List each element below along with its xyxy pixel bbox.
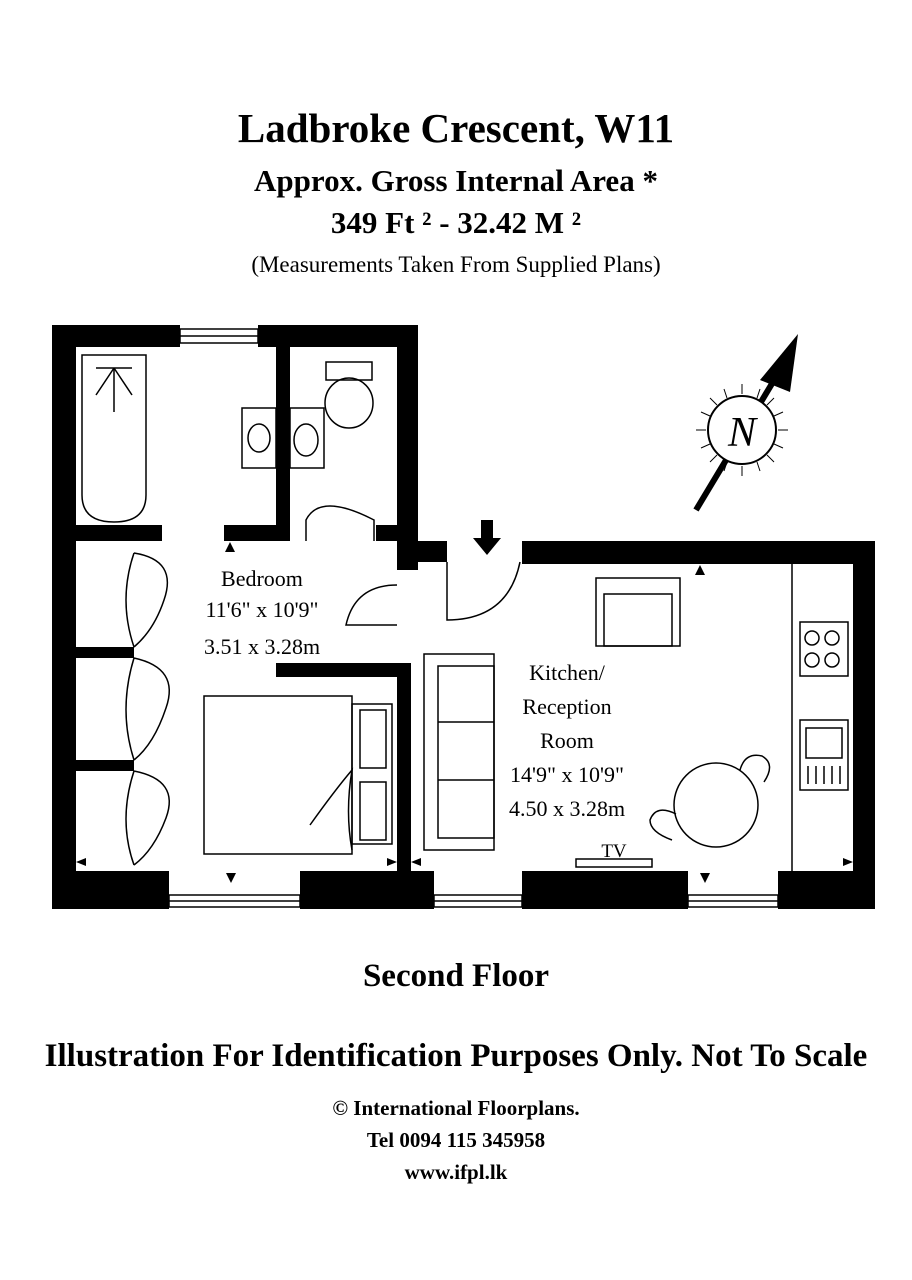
measurement-note: (Measurements Taken From Supplied Plans) <box>251 252 661 277</box>
bedroom-imperial: 11'6" x 10'9" <box>205 597 319 622</box>
plan-title: Ladbroke Crescent, W11 <box>237 105 675 151</box>
bedroom-name: Bedroom <box>221 566 303 591</box>
area-subtitle: Approx. Gross Internal Area * <box>254 163 658 198</box>
entrance-arrow-icon <box>473 520 501 555</box>
kitchen-imperial: 14'9" x 10'9" <box>510 762 624 787</box>
disclaimer: Illustration For Identification Purposes Only. Not To Scale <box>44 1038 868 1074</box>
kitchen-metric: 4.50 x 3.28m <box>508 796 626 821</box>
area-value: 349 Ft ² - 32.42 M ² <box>330 205 582 240</box>
kitchen-name-line2: Reception <box>522 694 612 719</box>
copyright: © International Floorplans. <box>332 1096 580 1120</box>
compass-label: N <box>727 410 757 456</box>
floor-label: Second Floor <box>362 958 550 994</box>
website: www.ifpl.lk <box>404 1160 508 1184</box>
telephone: Tel 0094 115 345958 <box>366 1128 546 1152</box>
kitchen-name-line1: Kitchen/ <box>529 660 605 685</box>
bedroom-metric: 3.51 x 3.28m <box>203 634 321 659</box>
dimension-markers <box>76 542 853 883</box>
kitchen-name-line3: Room <box>540 728 594 753</box>
tv-label: TV <box>601 841 627 862</box>
